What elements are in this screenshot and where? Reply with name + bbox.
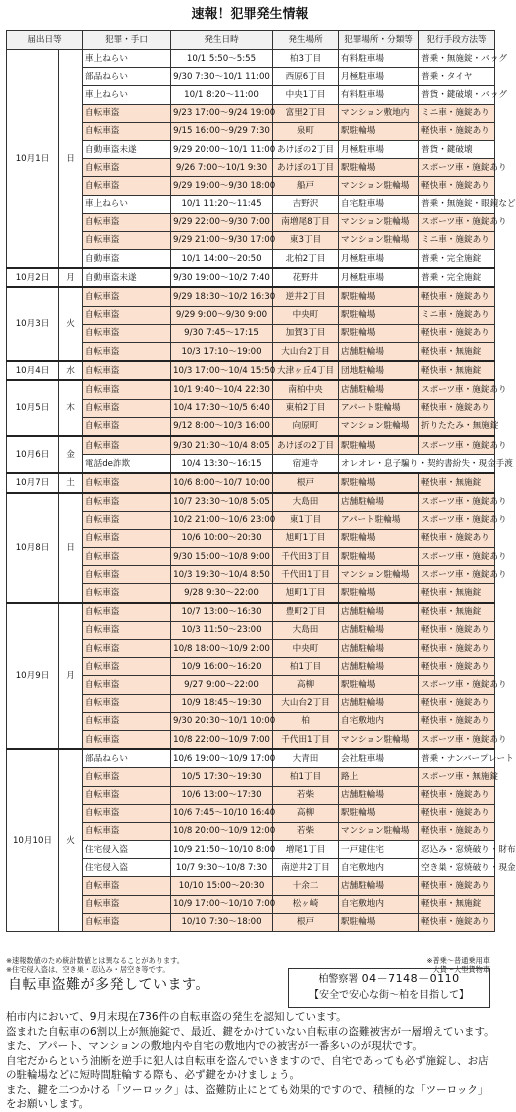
location-type-cell: アパート駐輪場 [339,399,419,417]
col-header-time: 発生日時 [171,31,273,50]
occurrence-place-cell: 南逆井2丁目 [273,859,339,877]
occurrence-place-cell: 花野井 [273,268,339,287]
occurrence-place-cell: 大山台2丁目 [273,343,339,362]
occurrence-time-cell: 9/29 18:30～10/2 16:30 [171,287,273,306]
method-cell: 軽快車・施錠あり [419,177,495,195]
crime-type-cell: 自転車盗 [83,694,171,712]
crime-type-cell: 車上ねらい [83,86,171,104]
crime-type-cell: 自転車盗 [83,877,171,895]
paragraph: 柏市内において、9月末現在736件の自転車盗の発生を認知しています。 [6,1011,347,1023]
occurrence-place-cell: 豊町2丁目 [273,603,339,622]
location-type-cell: マンション駐輪場 [339,566,419,584]
crime-type-cell: 自転車盗 [83,895,171,913]
report-date: 10月4日 [7,361,59,380]
location-type-cell: マンション駐輪場 [339,822,419,840]
report-weekday: 火 [59,749,83,931]
occurrence-place-cell: 東1丁目 [273,511,339,529]
crime-type-cell: 自転車盗 [83,566,171,584]
crime-type-cell: 部品ねらい [83,749,171,768]
location-type-cell: 駅駐輪場 [339,287,419,306]
report-date: 10月1日 [7,50,59,269]
occurrence-time-cell: 9/30 20:30～10/1 10:00 [171,712,273,730]
col-header-location: 犯罪場所・分類等 [339,31,419,50]
occurrence-time-cell: 10/1 14:00～20:50 [171,250,273,269]
location-type-cell: 月極駐車場 [339,268,419,287]
location-type-cell: 店舗駐輪場 [339,343,419,362]
occurrence-time-cell: 10/1 11:20～11:45 [171,195,273,213]
method-cell: 軽快車・無施錠 [419,603,495,622]
occurrence-place-cell: 大島田 [273,621,339,639]
occurrence-place-cell: 柏1丁目 [273,658,339,676]
occurrence-time-cell: 10/10 15:00～20:30 [171,877,273,895]
occurrence-time-cell: 10/7 9:30～10/8 7:30 [171,859,273,877]
occurrence-time-cell: 9/15 16:00～9/29 7:30 [171,122,273,140]
occurrence-time-cell: 10/3 11:50～23:00 [171,621,273,639]
location-type-cell: アパート駐輪場 [339,511,419,529]
occurrence-place-cell: 若柴 [273,822,339,840]
method-cell: 軽快車・施錠あり [419,399,495,417]
occurrence-time-cell: 9/28 9:30～22:00 [171,584,273,603]
location-type-cell: 店舗駐輪場 [339,380,419,399]
occurrence-time-cell: 9/30 19:00～10/2 7:40 [171,268,273,287]
occurrence-place-cell: 西原6丁目 [273,68,339,86]
occurrence-time-cell: 9/30 7:45～17:15 [171,324,273,342]
crime-type-cell: 車上ねらい [83,195,171,213]
crime-type-cell: 自転車盗 [83,640,171,658]
location-type-cell: マンション駐輪場 [339,730,419,749]
occurrence-time-cell: 9/26 7:00～10/1 9:30 [171,159,273,177]
method-cell: 軽快車・施錠あり [419,122,495,140]
method-cell: 折りたたみ・無施錠 [419,417,495,436]
crime-type-cell: 自動車盗未遂 [83,268,171,287]
crime-type-cell: 自転車盗 [83,529,171,547]
crime-type-cell: 車上ねらい [83,50,171,68]
crime-type-cell: 自転車盗 [83,768,171,786]
occurrence-place-cell: 南柏中央 [273,380,339,399]
footnote: 大貨～大型貨物車 [432,965,490,974]
occurrence-place-cell: 船戸 [273,177,339,195]
col-header-method: 犯行手段方法等 [419,31,495,50]
occurrence-place-cell: あけぼの2丁目 [273,436,339,455]
occurrence-time-cell: 9/27 9:00～22:00 [171,676,273,694]
location-type-cell: 駅駐輪場 [339,306,419,324]
crime-type-cell: 自転車盗 [83,417,171,436]
method-cell: スポーツ車・施錠あり [419,159,495,177]
location-type-cell: 有料駐車場 [339,50,419,68]
occurrence-place-cell: 柏 [273,712,339,730]
occurrence-place-cell: 中央町 [273,306,339,324]
headline: 自転車盗難が多発しています。 [8,977,210,993]
crime-type-cell: 自転車盗 [83,786,171,804]
occurrence-place-cell: 根戸 [273,913,339,931]
occurrence-time-cell: 9/30 15:00～10/8 9:00 [171,548,273,566]
occurrence-time-cell: 10/6 10:00～20:30 [171,529,273,547]
occurrence-time-cell: 10/1 5:50～5:55 [171,50,273,68]
location-type-cell: 一戸建住宅 [339,841,419,859]
location-type-cell: 駅駐輪場 [339,676,419,694]
location-type-cell: マンション駐輪場 [339,213,419,231]
occurrence-place-cell: 千代田1丁目 [273,566,339,584]
crime-type-cell: 自転車盗 [83,361,171,380]
report-weekday: 火 [59,287,83,361]
method-cell: スポーツ車・施錠あり [419,213,495,231]
crime-type-cell: 自転車盗 [83,822,171,840]
crime-type-cell: 自転車盗 [83,380,171,399]
crime-type-cell: 自転車盗 [83,104,171,122]
crime-table-body [7,50,516,932]
occurrence-time-cell: 10/8 20:00～10/9 12:00 [171,822,273,840]
occurrence-time-cell: 10/1 9:40～10/4 22:30 [171,380,273,399]
location-type-cell: マンション敷地内 [339,104,419,122]
location-type-cell: 駅駐輪場 [339,913,419,931]
table-row [7,268,495,287]
police-contact-box [288,968,490,1008]
method-cell: 軽快車・施錠あり [419,913,495,931]
location-type-cell: 駅駐輪場 [339,804,419,822]
location-type-cell: 駅駐輪場 [339,529,419,547]
occurrence-place-cell: 南増尾8丁目 [273,213,339,231]
location-type-cell: 店舗駐輪場 [339,621,419,639]
footnote: ※住宅侵入盗は、空き巣・忍込み・居空き等です。 [6,965,170,974]
method-cell: 軽快車・施錠あり [419,621,495,639]
occurrence-time-cell: 10/9 17:00～10/10 7:00 [171,895,273,913]
method-cell: 軽快車・施錠あり [419,324,495,342]
method-cell: 軽快車・施錠あり [419,694,495,712]
occurrence-time-cell: 10/9 18:45～19:30 [171,694,273,712]
location-type-cell: 店舗駐輪場 [339,640,419,658]
method-cell: 普乗・完全施錠 [419,250,495,269]
occurrence-time-cell: 9/29 20:00～10/1 11:00 [171,140,273,158]
col-header-place: 発生場所 [273,31,339,50]
location-type-cell: 駅駐輪場 [339,584,419,603]
crime-type-cell: 自転車盗 [83,548,171,566]
crime-type-cell: 自転車盗 [83,511,171,529]
occurrence-place-cell: 向原町 [273,417,339,436]
occurrence-time-cell: 10/4 17:30～10/5 6:40 [171,399,273,417]
body-text [6,1010,496,1112]
occurrence-time-cell: 10/6 7:45～10/10 16:40 [171,804,273,822]
location-type-cell: 店舗駐輪場 [339,786,419,804]
police-phone: 04－7148－0110 [361,972,460,985]
report-weekday: 月 [59,268,83,287]
method-cell: 忍込み・窓焼破り・財布 [419,841,495,859]
crime-type-cell: 自転車盗 [83,231,171,249]
location-type-cell: 団地駐輪場 [339,361,419,380]
occurrence-place-cell: 根戸 [273,473,339,492]
method-cell: ミニ車・施錠あり [419,306,495,324]
crime-type-cell: 自転車盗 [83,603,171,622]
crime-type-cell: 自転車盗 [83,493,171,512]
method-cell: スポーツ車・無施錠 [419,768,495,786]
occurrence-place-cell: 千代田3丁目 [273,548,339,566]
occurrence-place-cell: 十余二 [273,877,339,895]
footnote: ※普乗～普通乗用車 [426,956,490,965]
occurrence-place-cell: 増尾1丁目 [273,841,339,859]
location-type-cell: 有料駐車場 [339,86,419,104]
occurrence-time-cell: 10/2 21:00～10/6 23:00 [171,511,273,529]
occurrence-place-cell: 泉町 [273,122,339,140]
occurrence-place-cell: 旭町1丁目 [273,584,339,603]
location-type-cell: 自宅敷地内 [339,712,419,730]
table-row [7,493,495,512]
method-cell: 普乗・ナンバープレート [419,749,495,768]
crime-type-cell: 電話de詐欺 [83,455,171,474]
method-cell: 軽快車・無施錠 [419,895,495,913]
method-cell: ミニ車・施錠あり [419,104,495,122]
paragraph: 自宅だからという油断を逆手に犯人は自転車を盗んでいきますので、自宅であっても必ず施錠し、お店の駐輪場などに短時間駐輪する際も、必ず鍵をかけましょう。 [6,1054,489,1081]
paragraph: また、鍵を二つかける「ツーロック」は、盗難防止にとても効果的ですので、積極的な「ツーロック」をお願いします。 [6,1083,489,1110]
method-cell: スポーツ車・施錠あり [419,493,495,512]
report-date: 10月9日 [7,603,59,750]
method-cell: 軽快車・施錠あり [419,640,495,658]
occurrence-place-cell: 富里2丁目 [273,104,339,122]
location-type-cell: マンション駐輪場 [339,231,419,249]
location-type-cell: 路上 [339,768,419,786]
crime-type-cell: 自動車盗未遂 [83,140,171,158]
table-row [7,287,495,306]
table-row [7,380,495,399]
occurrence-time-cell: 9/29 19:00～9/30 18:00 [171,177,273,195]
occurrence-time-cell: 9/29 22:00～9/30 7:00 [171,213,273,231]
police-slogan: 【安全で安心な街～柏を目指して】 [309,990,469,1001]
location-type-cell: 店舗駐輪場 [339,694,419,712]
occurrence-time-cell: 10/3 19:30～10/4 8:50 [171,566,273,584]
crime-type-cell: 自転車盗 [83,122,171,140]
location-type-cell: 店舗駐輪場 [339,658,419,676]
paragraph: また、アパート、マンションの敷地内や自宅の敷地内での被害が一番多いのが現状です。 [6,1040,423,1052]
crime-type-cell: 自転車盗 [83,658,171,676]
table-row [7,361,495,380]
method-cell: スポーツ車・施錠あり [419,380,495,399]
location-type-cell: マンション駐輪場 [339,177,419,195]
location-type-cell: 自宅敷地内 [339,895,419,913]
crime-type-cell: 自転車盗 [83,621,171,639]
occurrence-place-cell: 大島田 [273,493,339,512]
crime-type-cell: 自転車盗 [83,730,171,749]
crime-type-cell: 住宅侵入盗 [83,841,171,859]
occurrence-time-cell: 10/3 17:00～10/4 15:50 [171,361,273,380]
table-header-row [7,31,495,50]
method-cell: 軽快車・無施錠 [419,343,495,362]
report-date: 10月7日 [7,473,59,492]
crime-type-cell: 自転車盗 [83,473,171,492]
occurrence-place-cell: あけぼの1丁目 [273,159,339,177]
location-type-cell: 駅駐輪場 [339,473,419,492]
method-cell: スポーツ車・施錠あり [419,511,495,529]
occurrence-time-cell: 10/7 13:00～16:30 [171,603,273,622]
location-type-cell: 会社駐車場 [339,749,419,768]
method-cell: 軽快車・無施錠 [419,584,495,603]
report-weekday: 水 [59,361,83,380]
location-type-cell: 店舗駐輪場 [339,493,419,512]
page-title: 速報！犯罪発生情報 [191,7,309,22]
crime-type-cell: 自転車盗 [83,343,171,362]
occurrence-time-cell: 10/1 8:20～11:00 [171,86,273,104]
crime-type-cell: 自転車盗 [83,159,171,177]
occurrence-time-cell: 9/12 8:00～10/3 16:00 [171,417,273,436]
report-date: 10月6日 [7,436,59,473]
table-row [7,473,495,492]
occurrence-time-cell: 10/5 17:30～19:30 [171,768,273,786]
location-type-cell: 月極駐車場 [339,140,419,158]
method-cell: 軽快車・施錠あり [419,658,495,676]
report-date: 10月5日 [7,380,59,436]
footnote: ※速報数値のため統計数値とは異なることがあります。 [6,956,184,965]
occurrence-time-cell: 10/8 18:00～10/9 2:00 [171,640,273,658]
occurrence-time-cell: 10/9 21:50～10/10 8:00 [171,841,273,859]
occurrence-time-cell: 10/9 16:00～16:20 [171,658,273,676]
method-cell: 普乗・無施錠・バッグ [419,50,495,68]
occurrence-place-cell: 旭町1丁目 [273,529,339,547]
table-row [7,749,495,768]
occurrence-place-cell: 北柏2丁目 [273,250,339,269]
occurrence-place-cell: 加賀3丁目 [273,324,339,342]
report-weekday: 金 [59,436,83,473]
crime-type-cell: 自転車盗 [83,676,171,694]
method-cell: スポーツ車・施錠あり [419,548,495,566]
occurrence-place-cell: 逆井2丁目 [273,287,339,306]
table-row [7,436,495,455]
occurrence-time-cell: 10/6 13:00～17:30 [171,786,273,804]
location-type-cell: 駅駐輪場 [339,324,419,342]
method-cell: 軽快車・無施錠 [419,361,495,380]
occurrence-place-cell: あけぼの2丁目 [273,140,339,158]
occurrence-time-cell: 9/29 21:00～9/30 17:00 [171,231,273,249]
report-weekday: 日 [59,50,83,269]
report-weekday: 日 [59,493,83,603]
location-type-cell: 店舗駐輪場 [339,877,419,895]
paragraph: 盗まれた自転車の6割以上が無施錠で、最近、鍵をかけていない自転車の盗難被害が一層増えています。 [6,1025,495,1038]
report-date: 10月3日 [7,287,59,361]
location-type-cell: 店舗駐輪場 [339,603,419,622]
crime-type-cell: 自転車盗 [83,804,171,822]
location-type-cell: オレオレ・息子騙り・契約書紛失・現金手渡 [339,455,495,474]
occurrence-time-cell: 10/10 7:30～18:00 [171,913,273,931]
occurrence-time-cell: 10/3 17:10～19:00 [171,343,273,362]
police-station-name: 柏警察署 [318,974,359,985]
method-cell: 普乗・無施錠・眼鏡など [419,195,495,213]
location-type-cell: 自宅敷地内 [339,859,419,877]
occurrence-time-cell: 9/29 9:00～9/30 9:00 [171,306,273,324]
occurrence-place-cell: 中央1丁目 [273,86,339,104]
occurrence-time-cell: 10/6 8:00～10/7 10:00 [171,473,273,492]
method-cell: スポーツ車・施錠あり [419,676,495,694]
location-type-cell: 自宅駐車場 [339,195,419,213]
method-cell: 軽快車・無施錠 [419,473,495,492]
occurrence-time-cell: 10/4 13:30～16:15 [171,455,273,474]
occurrence-time-cell: 9/30 21:30～10/4 8:05 [171,436,273,455]
occurrence-place-cell: 吉野沢 [273,195,339,213]
table-row [7,50,495,68]
crime-type-cell: 自転車盗 [83,913,171,931]
method-cell: 軽快車・施錠あり [419,712,495,730]
report-date: 10月2日 [7,268,59,287]
table-row [7,603,495,622]
occurrence-place-cell: 大津ヶ丘4丁目 [273,361,339,380]
method-cell: スポーツ車・施錠あり [419,730,495,749]
method-cell: 軽快車・施錠あり [419,529,495,547]
occurrence-time-cell: 10/8 22:00～10/9 7:00 [171,730,273,749]
occurrence-place-cell: 中央町 [273,640,339,658]
report-date: 10月10日 [7,749,59,931]
crime-type-cell: 自転車盗 [83,306,171,324]
occurrence-place-cell: 東3丁目 [273,231,339,249]
method-cell: 軽快車・施錠あり [419,287,495,306]
method-cell: 軽快車・施錠あり [419,804,495,822]
location-type-cell: マンション駐輪場 [339,417,419,436]
occurrence-place-cell: 千代田1丁目 [273,730,339,749]
location-type-cell: 月極駐車場 [339,250,419,269]
occurrence-place-cell: 柏1丁目 [273,768,339,786]
occurrence-time-cell: 10/7 23:30～10/8 5:05 [171,493,273,512]
occurrence-place-cell: 高柳 [273,676,339,694]
crime-type-cell: 自転車盗 [83,399,171,417]
location-type-cell: 駅駐輪場 [339,548,419,566]
report-weekday: 土 [59,473,83,492]
location-type-cell: 駅駐輪場 [339,159,419,177]
crime-type-cell: 自転車盗 [83,712,171,730]
col-header-date: 届出日等 [7,31,83,50]
occurrence-place-cell: 柏3丁目 [273,50,339,68]
occurrence-place-cell: 大青田 [273,749,339,768]
col-header-crime: 犯罪・手口 [83,31,171,50]
crime-table [6,30,516,932]
crime-type-cell: 自転車盗 [83,213,171,231]
crime-type-cell: 部品ねらい [83,68,171,86]
method-cell: ミニ車・施錠あり [419,231,495,249]
occurrence-time-cell: 10/6 19:00～10/9 17:00 [171,749,273,768]
method-cell: スポーツ車・施錠あり [419,436,495,455]
crime-type-cell: 自転車盗 [83,177,171,195]
crime-type-cell: 自転車盗 [83,436,171,455]
location-type-cell: 月極駐車場 [339,68,419,86]
method-cell: 普乗・完全施錠 [419,268,495,287]
method-cell: スポーツ車・施錠あり [419,566,495,584]
method-cell: 軽快車・施錠あり [419,822,495,840]
method-cell: 空き巣・窓焼破り・現金 [419,859,495,877]
method-cell: 軽快車・施錠あり [419,877,495,895]
report-weekday: 月 [59,603,83,750]
method-cell: 軽快車・施錠あり [419,786,495,804]
crime-type-cell: 自転車盗 [83,584,171,603]
crime-type-cell: 自動車盗 [83,250,171,269]
occurrence-place-cell: 宿連寺 [273,455,339,474]
method-cell: 普貨・鍵破壊 [419,140,495,158]
occurrence-place-cell: 若柴 [273,786,339,804]
occurrence-time-cell: 9/23 17:00～9/24 19:00 [171,104,273,122]
occurrence-place-cell: 東柏2丁目 [273,399,339,417]
location-type-cell: 駅駐輪場 [339,122,419,140]
report-date: 10月8日 [7,493,59,603]
crime-type-cell: 自転車盗 [83,287,171,306]
location-type-cell: 駅駐輪場 [339,436,419,455]
method-cell: 普乗・タイヤ [419,68,495,86]
occurrence-place-cell: 大山台2丁目 [273,694,339,712]
occurrence-place-cell: 高柳 [273,804,339,822]
method-cell: 普貨・鍵破壊・バッグ [419,86,495,104]
crime-type-cell: 自転車盗 [83,324,171,342]
report-weekday: 木 [59,380,83,436]
occurrence-time-cell: 9/30 7:30～10/1 11:00 [171,68,273,86]
crime-type-cell: 住宅侵入盗 [83,859,171,877]
occurrence-place-cell: 松ヶ崎 [273,895,339,913]
